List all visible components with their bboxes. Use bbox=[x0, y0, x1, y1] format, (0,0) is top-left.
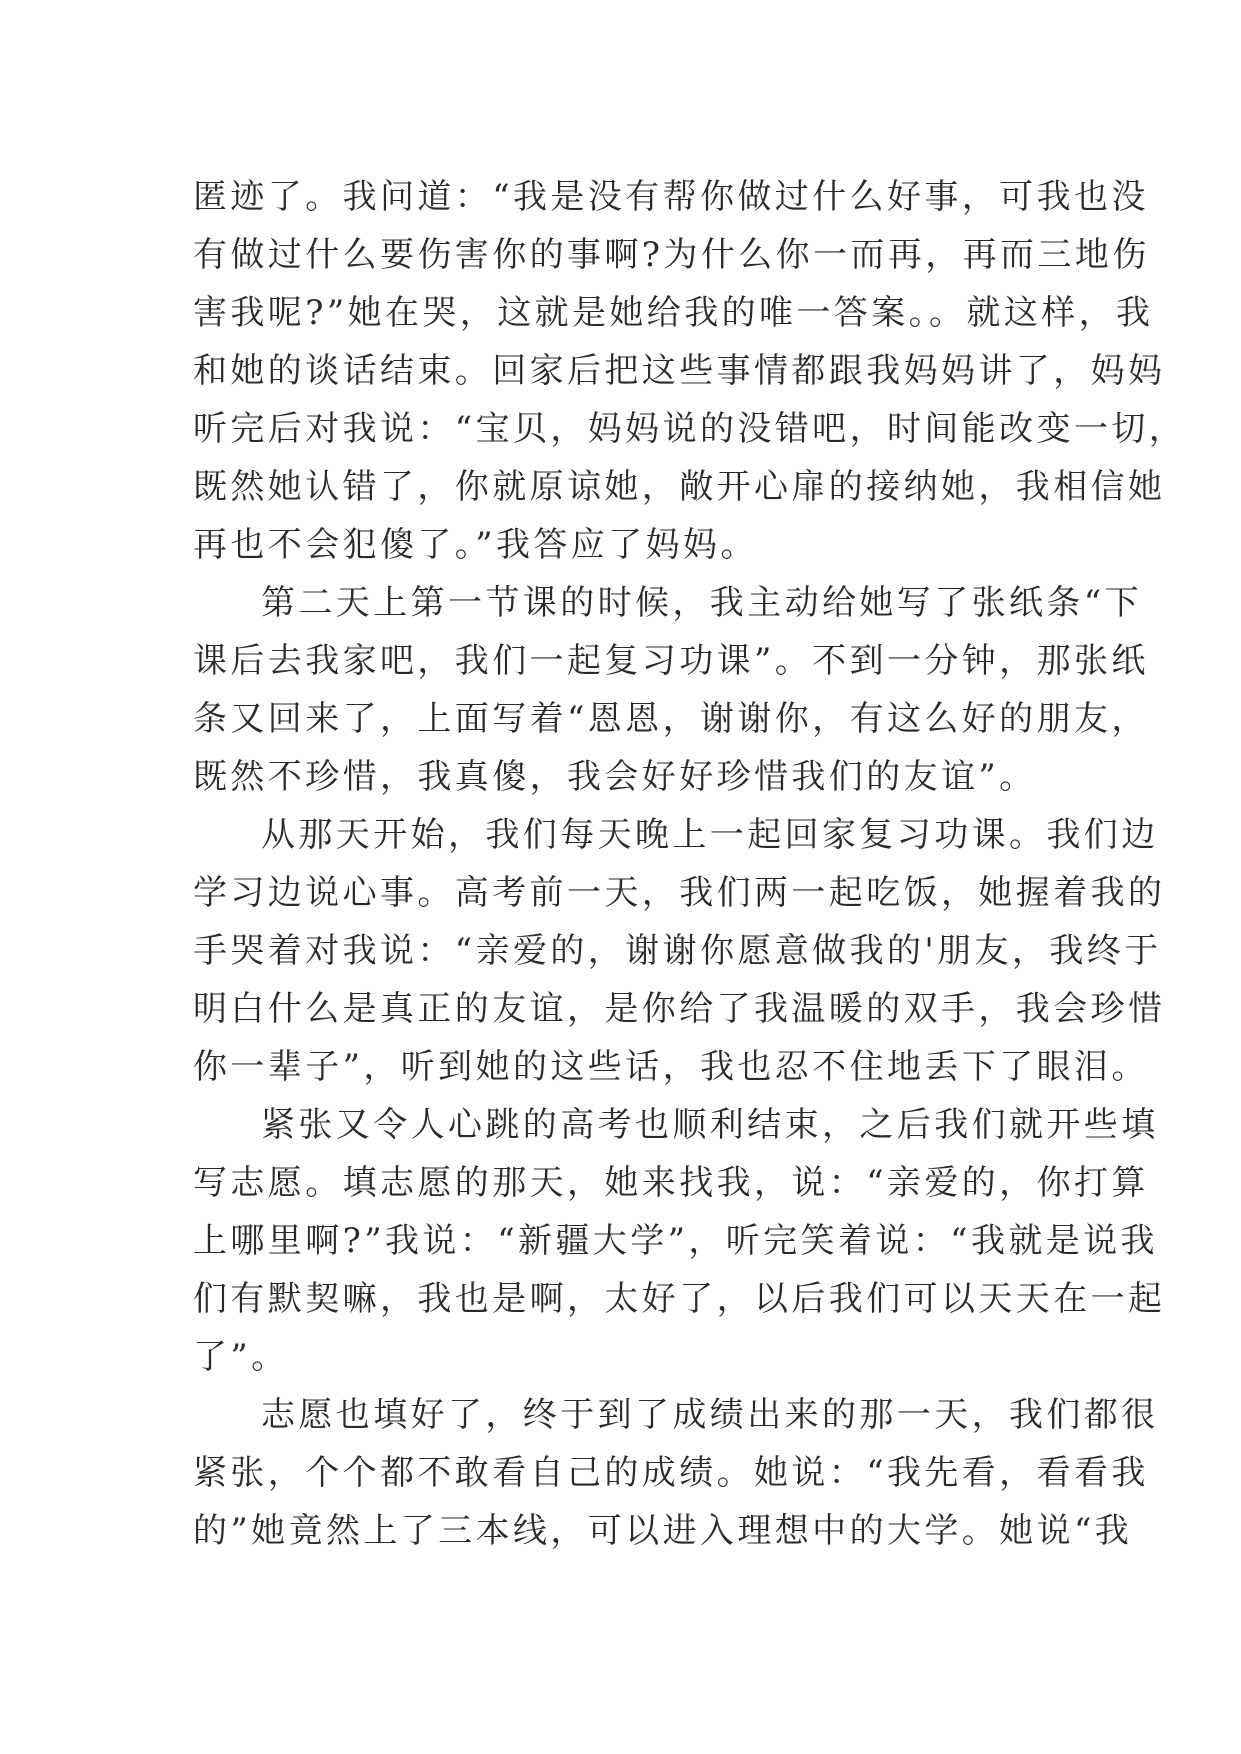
text-line: 条又回来了，上面写着“恩恩，谢谢你，有这么好的朋友， bbox=[193, 699, 1149, 739]
text-line: 既然她认错了，你就原谅她，敞开心扉的接纳她，我相信她 bbox=[193, 467, 1166, 507]
text-line: 和她的谈话结束。回家后把这些事情都跟我妈妈讲了，妈妈 bbox=[193, 351, 1166, 391]
text-line: 匿迹了。我问道：“我是没有帮你做过什么好事，可我也没 bbox=[193, 177, 1149, 217]
text-line: 学习边说心事。高考前一天，我们两一起吃饭，她握着我的 bbox=[193, 873, 1166, 913]
paragraph-first-line: 从那天开始，我们每天晚上一起回家复习功课。我们边 bbox=[261, 815, 1159, 855]
text-line: 既然不珍惜，我真傻，我会好好珍惜我们的友谊”。 bbox=[193, 757, 1037, 797]
paragraph-first-line: 第二天上第一节课的时候，我主动给她写了张纸条“下 bbox=[261, 583, 1142, 623]
text-line: 课后去我家吧，我们一起复习功课”。不到一分钟，那张纸 bbox=[193, 641, 1149, 681]
paragraph-first-line: 志愿也填好了，终于到了成绩出来的那一天，我们都很 bbox=[261, 1395, 1159, 1435]
text-line: 紧张，个个都不敢看自己的成绩。她说：“我先看，看看我 bbox=[193, 1453, 1149, 1493]
text-line: 明白什么是真正的友谊，是你给了我温暖的双手，我会珍惜 bbox=[193, 989, 1166, 1029]
text-line: 你一辈子”，听到她的这些话，我也忍不住地丢下了眼泪。 bbox=[193, 1047, 1149, 1087]
text-line: 上哪里啊?”我说：“新疆大学”，听完笑着说：“我就是说我 bbox=[193, 1221, 1158, 1261]
text-line: 手哭着对我说：“亲爱的，谢谢你愿意做我的'朋友，我终于 bbox=[193, 931, 1162, 971]
text-line: 听完后对我说：“宝贝，妈妈说的没错吧，时间能改变一切， bbox=[193, 409, 1187, 449]
text-line: 的”她竟然上了三本线，可以进入理想中的大学。她说“我 bbox=[193, 1511, 1133, 1551]
text-line: 害我呢?”她在哭，这就是她给我的唯一答案。。就这样，我 bbox=[193, 293, 1154, 333]
text-line: 了”。 bbox=[193, 1337, 289, 1377]
text-line: 再也不会犯傻了。”我答应了妈妈。 bbox=[193, 525, 758, 565]
paragraph-first-line: 紧张又令人心跳的高考也顺利结束，之后我们就开些填 bbox=[261, 1105, 1159, 1145]
body-text bbox=[193, 168, 1187, 1560]
text-line: 有做过什么要伤害你的事啊?为什么你一而再，再而三地伤 bbox=[193, 235, 1150, 275]
text-line: 们有默契嘛，我也是啊，太好了，以后我们可以天天在一起 bbox=[193, 1279, 1166, 1319]
text-line: 写志愿。填志愿的那天，她来找我，说：“亲爱的，你打算 bbox=[193, 1163, 1149, 1203]
